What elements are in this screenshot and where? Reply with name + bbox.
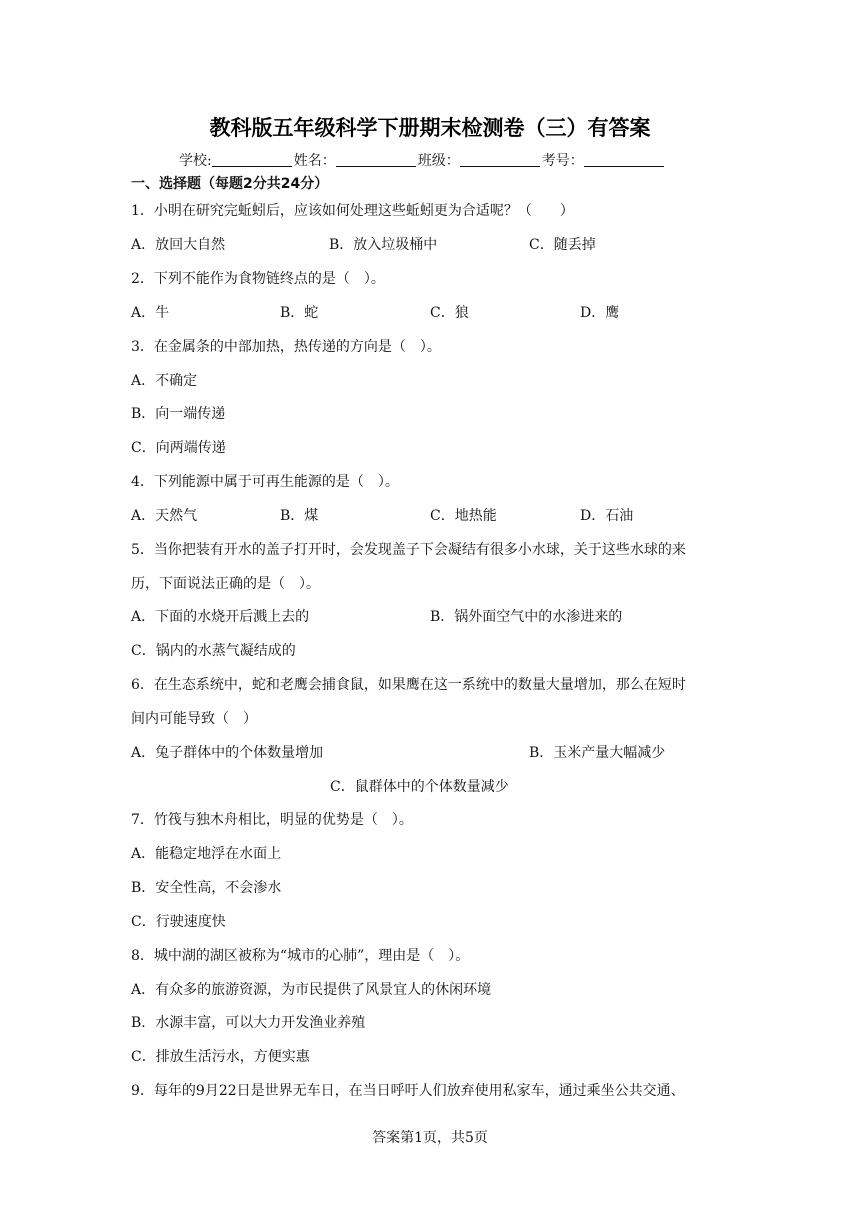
question-2-option-c: C．狼	[430, 305, 469, 321]
question-1-stem: 1．小明在研究完蚯蚓后，应该如何处理这些蚯蚓更为合适呢？（ ）	[131, 203, 574, 219]
section-heading: 一、选择题（每题2分共24分）	[131, 176, 329, 192]
question-1-option-b: B．放入垃圾桶中	[329, 237, 438, 253]
question-4-option-d: D．石油	[580, 508, 634, 524]
question-7-option-b: B．安全性高，不会渗水	[131, 880, 282, 896]
question-4-stem: 4．下列能源中属于可再生能源的是（ ）。	[131, 474, 399, 490]
class-blank[interactable]	[460, 152, 540, 167]
question-6-stem-line-2: 间内可能导致（ ）	[131, 711, 257, 727]
question-5-option-a: A．下面的水烧开后溅上去的	[131, 609, 310, 625]
question-1-option-c: C．随丢掉	[529, 237, 596, 253]
question-8-stem: 8．城中湖的湖区被称为“城市的心肺”，理由是（ ）。	[131, 948, 470, 964]
question-1-option-a: A．放回大自然	[131, 237, 226, 253]
question-5-option-b: B．锅外面空气中的水渗进来的	[430, 609, 623, 625]
question-2-stem: 2．下列不能作为食物链终点的是（ ）。	[131, 271, 385, 287]
question-6-stem-line-1: 6．在生态系统中，蛇和老鹰会捕食鼠，如果鹰在这一系统中的数量大量增加，那么在短时	[131, 677, 686, 693]
question-7-stem: 7．竹筏与独木舟相比，明显的优势是（ ）。	[131, 812, 413, 828]
question-4-option-a: A．天然气	[131, 508, 198, 524]
school-blank[interactable]	[212, 152, 292, 167]
question-3-option-a: A．不确定	[131, 373, 198, 389]
question-8-option-b: B．水源丰富，可以大力开发渔业养殖	[131, 1015, 366, 1031]
exam-no-label: 考号：	[541, 153, 584, 169]
question-6-option-a: A．兔子群体中的个体数量增加	[131, 745, 324, 761]
question-2-option-d: D．鹰	[580, 305, 620, 321]
question-5-stem-line-1: 5．当你把装有开水的盖子打开时，会发现盖子下会凝结有很多小水球，关于这些水球的来	[131, 542, 686, 558]
name-label: 姓名：	[293, 153, 336, 169]
question-6-option-c: C．鼠群体中的个体数量减少	[330, 779, 509, 795]
question-8-option-a: A．有众多的旅游资源，为市民提供了风景宜人的休闲环境	[131, 982, 492, 998]
question-8-option-c: C．排放生活污水，方便实惠	[131, 1049, 310, 1065]
question-9-stem: 9．每年的9月22日是世界无车日，在当日呼吁人们放弃使用私家车，通过乘坐公共交通、	[131, 1083, 685, 1099]
question-3-option-b: B．向一端传递	[131, 406, 226, 422]
class-label: 班级：	[417, 153, 460, 169]
student-info-fields	[179, 152, 666, 170]
question-6-option-b: B．玉米产量大幅减少	[529, 745, 666, 761]
question-5-stem-line-2: 历，下面说法正确的是（ ）。	[131, 576, 320, 592]
document-title: 教科版五年级科学下册期末检测卷（三）有答案	[209, 116, 651, 140]
exam-no-blank[interactable]	[584, 152, 664, 167]
question-3-option-c: C．向两端传递	[131, 440, 226, 456]
question-7-option-c: C．行驶速度快	[131, 914, 226, 930]
question-4-option-b: B．煤	[280, 508, 319, 524]
question-4-option-c: C．地热能	[430, 508, 497, 524]
page-footer: 答案第1页，共5页	[372, 1130, 488, 1146]
school-label: 学校:	[179, 153, 212, 169]
question-5-option-c: C．锅内的水蒸气凝结成的	[131, 643, 296, 659]
question-7-option-a: A．能稳定地浮在水面上	[131, 846, 282, 862]
question-2-option-b: B．蛇	[280, 305, 319, 321]
name-blank[interactable]	[336, 152, 416, 167]
question-2-option-a: A．牛	[131, 305, 170, 321]
question-3-stem: 3．在金属条的中部加热，热传递的方向是（ ）。	[131, 339, 441, 355]
